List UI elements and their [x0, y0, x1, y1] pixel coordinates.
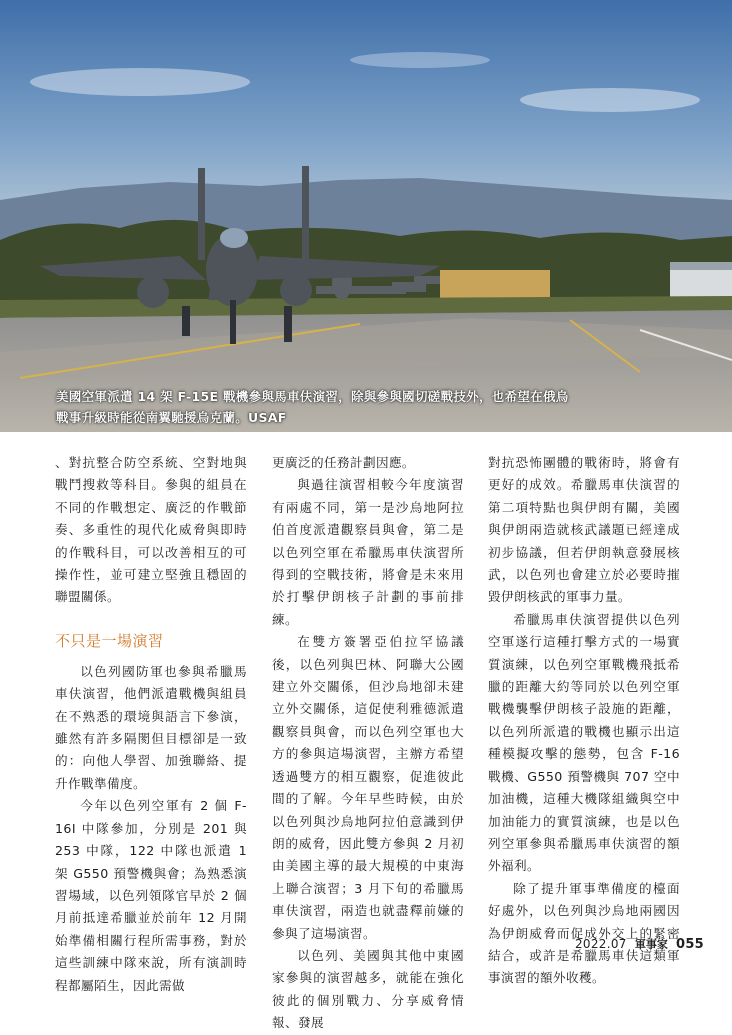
issue-date: 2022.07 [575, 937, 627, 951]
paragraph: 更廣泛的任務計劃因應。 [272, 455, 415, 470]
jets-on-runway-illustration [0, 0, 732, 432]
article-column-3 [488, 452, 680, 990]
caption-line: 戰事升級時能從南翼馳援烏克蘭。USAF [56, 410, 287, 425]
page-number: 055 [675, 937, 705, 952]
article-column-2 [272, 452, 464, 1035]
hero-photo [0, 0, 732, 432]
page-footer [575, 936, 704, 952]
paragraph: 希臘馬車伕演習提供以色列空軍遂行這種打擊方式的一場實質演練，以色列空軍戰機飛抵希臘的距離大約等同於以色列空軍戰機襲擊伊朗核子設施的距離，以色列所派遣的戰機也顯示出這種模擬攻擊的態勢，包含 F-16 戰機、G550 預警機與 707 空中加油機，這種大機隊組織與空中加油能力的實質演練，也是以色列空軍參與希臘馬車伕演習的額外福利。 [488, 611, 680, 874]
photo-caption [56, 386, 576, 428]
paragraph: 以色列、美國與其他中東國家參與的演習越多，就能在強化彼此的個別戰力、分享威脅情報、發展 [272, 947, 464, 1031]
section-heading: 不只是一場演習 [55, 631, 164, 650]
paragraph: 與過往演習相較今年度演習有兩處不同，第一是沙烏地阿拉伯首度派遣觀察員與會，第二是以色列空軍在希臘馬車伕演習所得到的空戰技術，將會是未來用於打擊伊朗核子計劃的事前排練。 [272, 477, 464, 627]
paragraph: 、對抗整合防空系統、空對地與戰鬥搜救等科目。參與的組員在不同的作戰想定、廣泛的作戰節奏、多重性的現代化威脅與即時的作戰科目，可以改善相互的可操作性，並可建立堅強且穩固的聯盟關係。 [55, 455, 247, 605]
paragraph: 今年以色列空軍有 2 個 F-16I 中隊參加，分別是 201 與 253 中隊，122 中隊也派遣 1 架 G550 預警機與會；為熟悉演習場域，以色列領隊官早於 2 個月前抵達希臘並於前年 12 月開始準備相關行程所需事務，對於這些訓練中隊來說，所有演訓時程都屬陌生，因此需做 [55, 798, 247, 993]
paragraph: 除了提升軍事準備度的檯面好處外，以色列與沙烏地兩國因為伊朗威脅而促成外交上的緊密結合，或許是希臘馬車伕這類軍事演習的額外收穫。 [488, 880, 680, 986]
paragraph: 對抗恐怖團體的戰術時，將會有更好的成效。希臘馬車伕演習的第二項特點也與伊朗有關，美國與伊朗兩造就核武議題已經達成初步協議，但若伊朗執意發展核武，以色列也會建立於必要時摧毀伊朗核武的軍事力量。 [488, 455, 680, 605]
paragraph: 以色列國防軍也參與希臘馬車伕演習，他們派遣戰機與組員在不熟悉的環境與語言下參演，雖然有許多隔閡但目標卻是一致的：向他人學習、加強聯絡、提升作戰準備度。 [55, 663, 247, 791]
magazine-name: 軍事家 [634, 938, 668, 951]
paragraph: 在雙方簽署亞伯拉罕協議後，以色列與巴林、阿聯大公國建立外交關係，但沙烏地卻未建立外交關係，這促使利雅德派遣觀察員與會，而以色列空軍也大方的參與這場演習，主辦方希望透過雙方的相互觀察，促進彼此間的了解。今年早些時候，由於以色列與沙烏地阿拉伯意識到伊朗的威脅，因此雙方參與 2 月初由美國主導的最大規模的中東海上聯合演習；3 月下旬的希臘馬車伕演習，兩造也就盡釋前嫌的參與了這場演習。 [272, 634, 464, 941]
article-column-1 [55, 452, 247, 997]
caption-line: 美國空軍派遣 14 架 F-15E 戰機參與馬車伕演習，除與參與國切磋戰技外，也希望在俄烏 [56, 389, 569, 404]
